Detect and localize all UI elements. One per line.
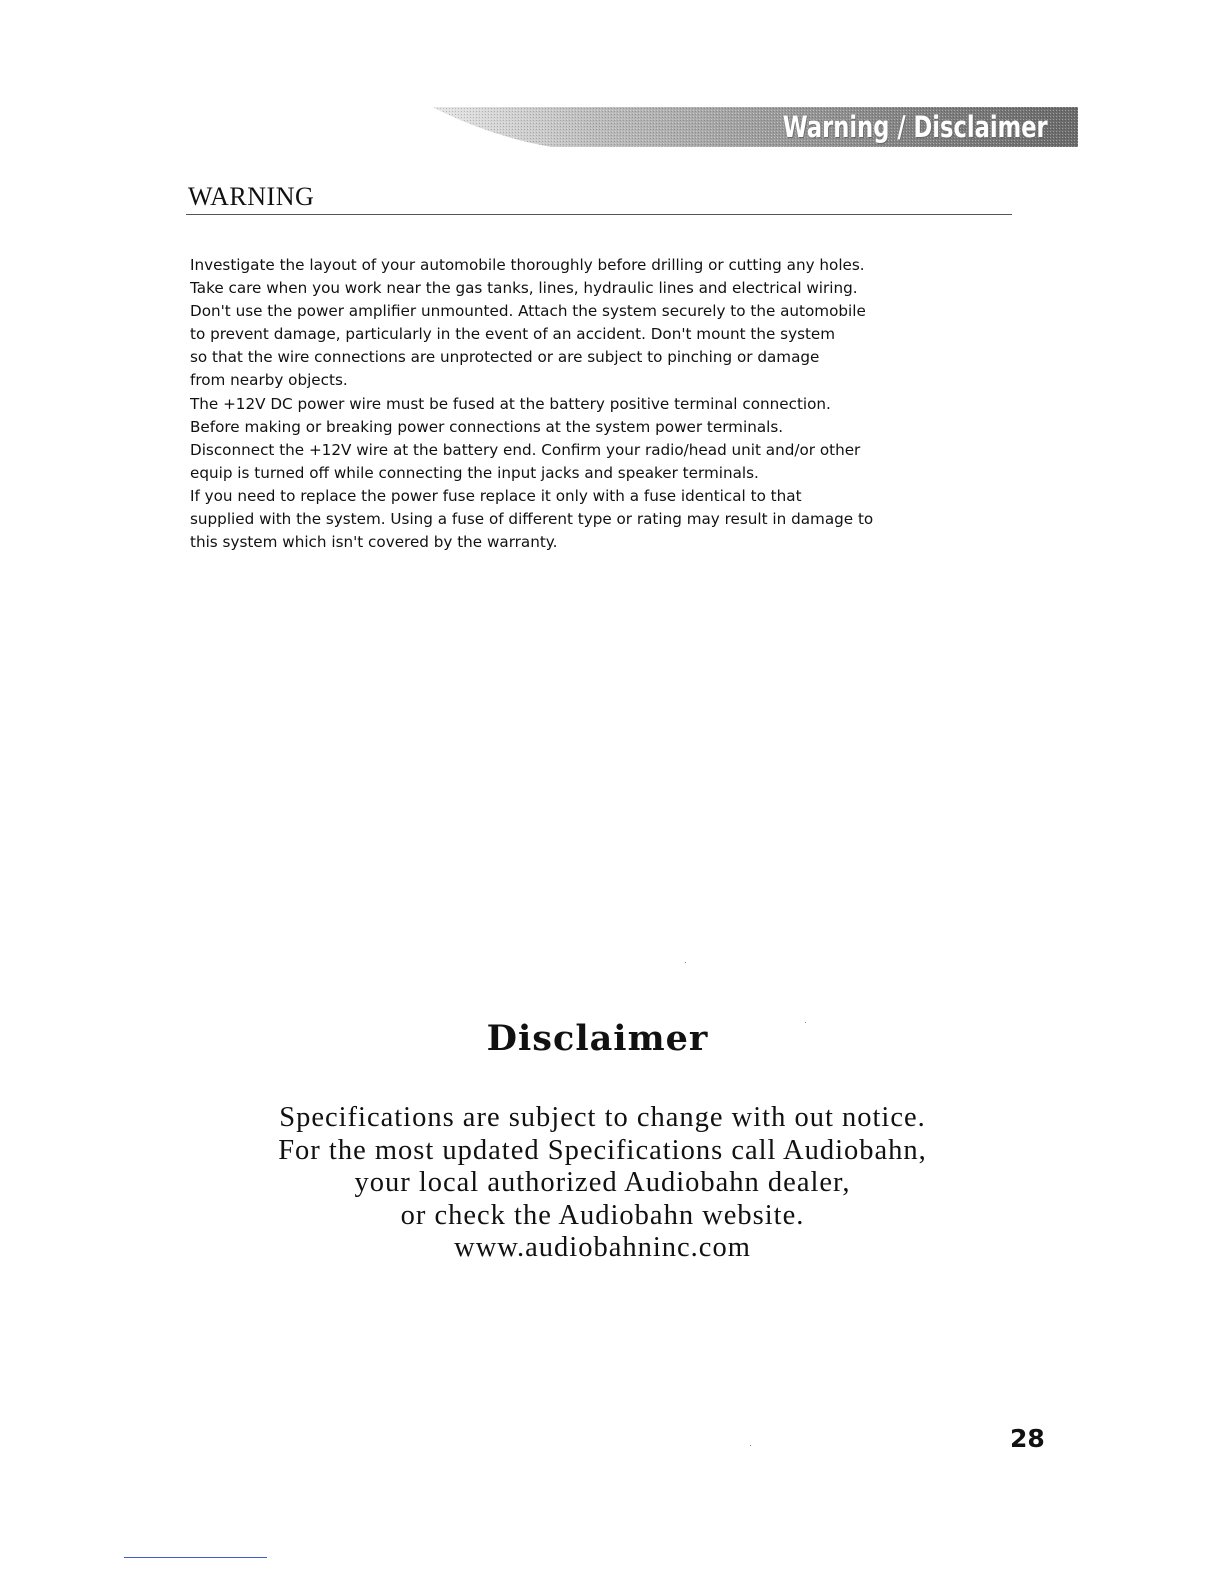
disclaimer-line: or check the Audiobahn website. <box>400 1199 805 1231</box>
bottom-divider <box>124 1557 267 1558</box>
warning-line: Don't use the power amplifier unmounted. Attach the system securely to the automobile <box>190 302 866 321</box>
warning-line: Take care when you work near the gas tanks, lines, hydraulic lines and electrical wiring. <box>190 279 858 298</box>
warning-line: Investigate the layout of your automobile thoroughly before drilling or cutting any holes. <box>190 256 865 274</box>
warning-line: to prevent damage, particularly in the event of an accident. Don't mount the system <box>190 325 836 344</box>
scan-speck <box>805 1022 806 1023</box>
warning-line: supplied with the system. Using a fuse of different type or rating may result in damage to <box>190 510 874 529</box>
disclaimer-line: Specifications are subject to change with out notice. <box>279 1102 926 1133</box>
section-banner <box>432 107 1078 147</box>
warning-line: Before making or breaking power connections at the system power terminals. <box>190 417 784 436</box>
disclaimer-line: your local authorized Audiobahn dealer, <box>354 1167 851 1198</box>
warning-line: from nearby objects. <box>190 371 348 390</box>
warning-line: Disconnect the +12V wire at the battery end. Confirm your radio/head unit and/or other <box>190 440 861 459</box>
warning-text <box>190 254 990 554</box>
scan-speck <box>750 1445 751 1446</box>
warning-divider <box>186 214 1012 215</box>
scan-speck <box>685 962 686 963</box>
warning-line: equip is turned off while connecting the input jacks and speaker terminals. <box>190 463 759 482</box>
warning-line: If you need to replace the power fuse replace it only with a fuse identical to that <box>190 486 802 505</box>
page-number: 28 <box>1010 1424 1045 1453</box>
warning-line: so that the wire connections are unprotected or are subject to pinching or damage <box>190 348 820 367</box>
disclaimer-website: www.audiobahninc.com <box>454 1232 751 1263</box>
warning-line: The +12V DC power wire must be fused at the battery positive terminal connection. <box>190 394 831 413</box>
banner-title: Warning / Disclaimer <box>783 110 1048 144</box>
disclaimer-line: For the most updated Specifications call Audiobahn, <box>278 1134 927 1166</box>
warning-line: this system which isn't covered by the warranty. <box>190 533 558 552</box>
disclaimer-text <box>0 1102 1205 1265</box>
disclaimer-heading: Disclaimer <box>486 1018 709 1059</box>
warning-heading: WARNING <box>188 182 315 211</box>
